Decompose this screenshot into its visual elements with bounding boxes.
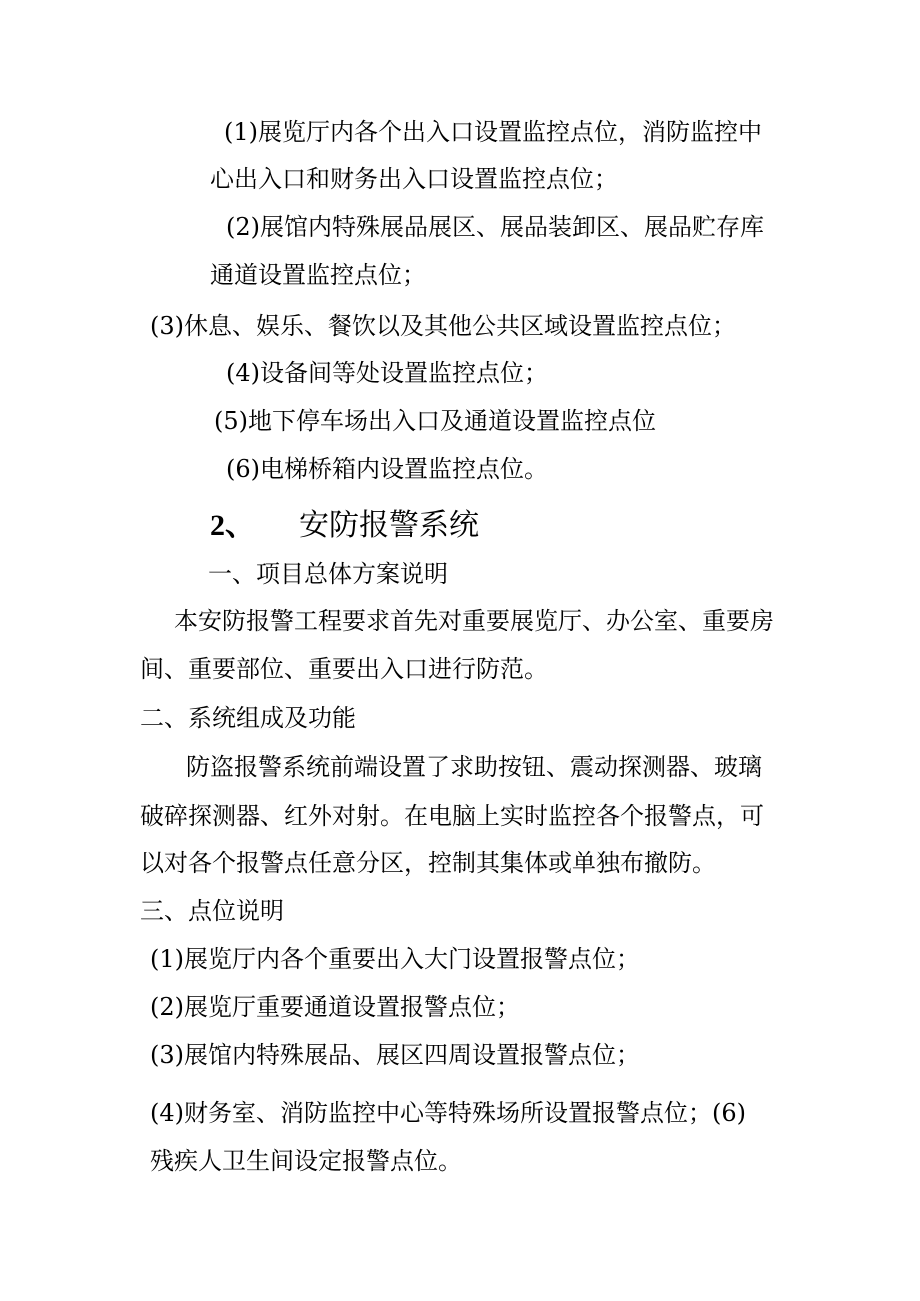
section-heading: [210, 506, 479, 546]
text-line: (3)休息、娱乐、餐饮以及其他公共区域设置监控点位；: [150, 312, 736, 340]
list-item: (2)展览厅重要通道设置报警点位；: [150, 993, 520, 1021]
paragraph-line: 以对各个报警点任意分区，控制其集体或单独布撤防。: [140, 849, 716, 877]
text-line: (5)地下停车场出入口及通道设置监控点位: [214, 407, 656, 435]
subheading: 一、项目总体方案说明: [208, 560, 448, 588]
paragraph-line: 本安防报警工程要求首先对重要展览厅、办公室、重要房: [174, 607, 774, 635]
subheading: 二、系统组成及功能: [140, 704, 356, 732]
list-item: 残疾人卫生间设定报警点位。: [150, 1147, 462, 1175]
text-line: (6)电梯桥箱内设置监控点位。: [226, 455, 548, 483]
text-line: (2)展馆内特殊展品展区、展品装卸区、展品贮存库: [226, 213, 764, 241]
paragraph-line: 间、重要部位、重要出入口进行防范。: [140, 655, 548, 683]
list-item: (4)财务室、消防监控中心等特殊场所设置报警点位；(6): [150, 1099, 746, 1127]
subheading: 三、点位说明: [140, 897, 284, 925]
paragraph-line: 防盗报警系统前端设置了求助按钮、震动探测器、玻璃: [186, 753, 762, 781]
text-line: 心出入口和财务出入口设置监控点位；: [210, 165, 618, 193]
text-line: (1)展览厅内各个出入口设置监控点位，消防监控中: [224, 118, 762, 146]
text-line: 通道设置监控点位；: [210, 261, 426, 289]
section-number: 2、: [210, 509, 255, 542]
list-item: (1)展览厅内各个重要出入大门设置报警点位；: [150, 945, 640, 973]
list-item: (3)展馆内特殊展品、展区四周设置报警点位；: [150, 1041, 640, 1069]
paragraph-line: 破碎探测器、红外对射。在电脑上实时监控各个报警点，可: [140, 802, 764, 830]
section-title: 安防报警系统: [299, 508, 479, 543]
text-line: (4)设备间等处设置监控点位；: [226, 359, 548, 387]
